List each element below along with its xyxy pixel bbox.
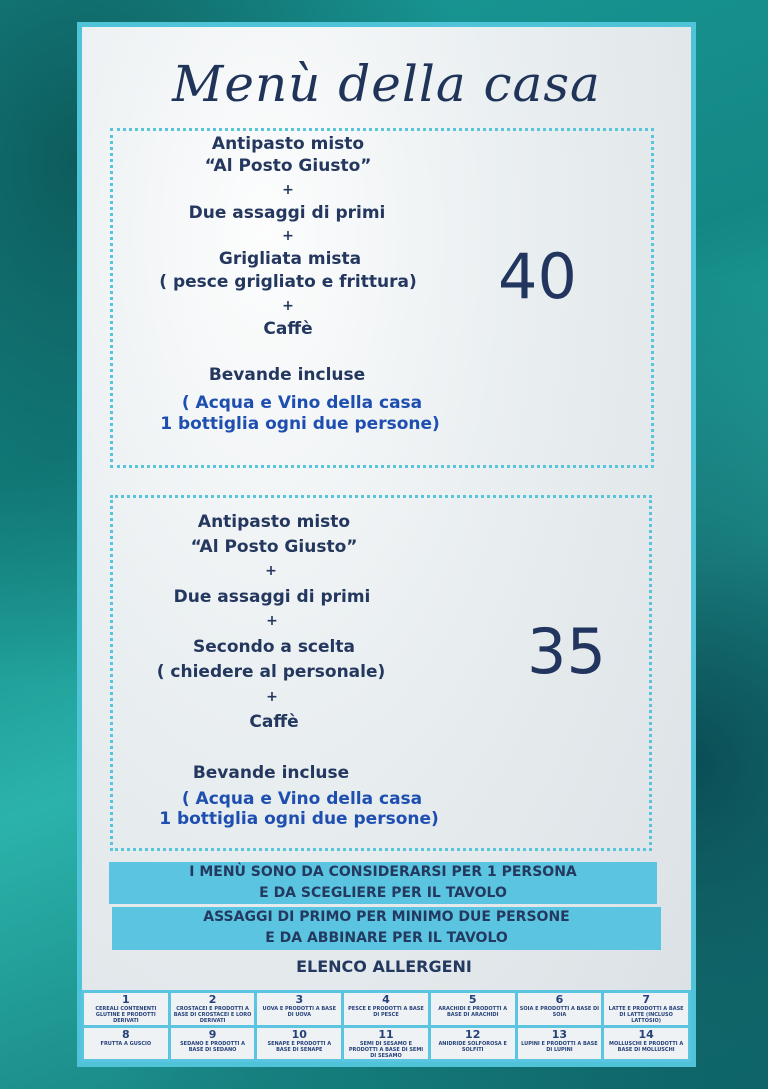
note-text: E DA SCEGLIERE PER IL TAVOLO [259, 885, 507, 901]
menu1-drinks: Bevande incluse [208, 365, 366, 385]
allergen-number: 9 [208, 1027, 217, 1041]
allergen-cell [257, 1028, 341, 1060]
allergen-number: 14 [638, 1027, 654, 1041]
allergen-number: 7 [642, 993, 650, 1006]
menu1-item: ( pesce grigliato e frittura) [159, 272, 417, 292]
allergen-label: CEREALI CONTENENTI GLUTINE E PRODOTTI DERIVATI [95, 1006, 157, 1024]
menu2-plus: + [266, 613, 278, 629]
allergen-cell [604, 1028, 688, 1060]
allergen-cell [344, 1028, 428, 1060]
allergen-cell [518, 1028, 602, 1060]
menu1-item: Grigliata mista [218, 249, 362, 269]
allergen-label: SENAPE E PRODOTTI A BASE DI SENAPE [267, 1040, 332, 1053]
allergen-number: 4 [382, 993, 390, 1006]
allergen-number: 12 [465, 1027, 481, 1041]
menu2-plus: + [265, 563, 277, 579]
allergen-cell [518, 993, 602, 1025]
allergen-label: ANIDRIDE SOLFOROSA E SOLFITI [438, 1040, 507, 1053]
allergen-number: 13 [551, 1027, 568, 1041]
note-text: ASSAGGI DI PRIMO PER MINIMO DUE PERSONE [203, 909, 570, 925]
allergen-label: SOIA E PRODOTTI A BASE DI SOIA [519, 1006, 600, 1018]
menu1-price: 40 [498, 240, 577, 313]
menu2-item: “Al Posto Giusto” [190, 537, 358, 557]
allergen-number: 11 [378, 1027, 394, 1041]
allergen-cell [344, 993, 428, 1025]
menu2-drinks-note: 1 bottiglia ogni due persone) [159, 809, 439, 829]
allergen-label: PESCE E PRODOTTI A BASE DI PESCE [348, 1006, 424, 1018]
allergen-label: MOLLUSCHI E PRODOTTI A BASE DI MOLLUSCHI [609, 1040, 684, 1053]
menu2-item: ( chiedere al personale) [156, 662, 386, 682]
allergen-label: FRUTTA A GUSCIO [100, 1040, 152, 1047]
menu1-plus: + [282, 182, 294, 198]
allergens-grid [81, 990, 691, 1062]
allergen-cell [171, 993, 255, 1025]
page-title: Menù della casa [172, 55, 601, 113]
menu1-plus: + [282, 228, 294, 244]
allergen-cell [257, 993, 341, 1025]
note-text: I MENÙ SONO DA CONSIDERARSI PER 1 PERSONA [189, 864, 577, 880]
menu2-drinks: Bevande incluse [192, 763, 350, 783]
allergen-number: 2 [208, 993, 217, 1006]
menu1-item: Caffè [263, 319, 313, 339]
menu2-drinks-note: ( Acqua e Vino della casa [181, 789, 423, 809]
allergen-cell [84, 1028, 168, 1060]
allergen-label: SEDANO E PRODOTTI A BASE DI SEDANO [180, 1040, 246, 1053]
menu2-plus: + [266, 689, 278, 705]
allergen-number: 6 [555, 993, 564, 1006]
allergen-label: ARACHIDI E PRODOTTI A BASE DI ARACHIDI [438, 1006, 508, 1018]
menu1-item: Due assaggi di primi [188, 203, 386, 223]
allergen-cell [171, 1028, 255, 1060]
allergen-number: 3 [295, 993, 304, 1006]
menu1-item: “Al Posto Giusto” [204, 156, 372, 176]
menu1-drinks-note: ( Acqua e Vino della casa [181, 393, 423, 413]
menu2-price: 35 [527, 615, 606, 688]
menu2-item: Caffè [249, 712, 299, 732]
allergen-label: SEMI DI SESAMO E PRODOTTI A BASE DI SEMI DI SESAMO [348, 1040, 424, 1059]
note-text: E DA ABBINARE PER IL TAVOLO [265, 930, 508, 946]
allergen-number: 5 [468, 993, 477, 1006]
note-banner-persons [109, 862, 657, 904]
allergen-cell [431, 1028, 515, 1060]
allergen-number: 1 [122, 993, 130, 1006]
menu2-item: Secondo a scelta [193, 637, 355, 657]
menu1-item: Antipasto misto [211, 134, 365, 154]
allergen-number: 10 [291, 1027, 307, 1041]
allergen-label: CROSTACEI E PRODOTTI A BASE DI CROSTACEI E LORO DERIVATI [173, 1006, 252, 1024]
menu1-drinks-note: 1 bottiglia ogni due persone) [160, 414, 440, 434]
menu1-plus: + [282, 298, 294, 314]
note-banner-tasting [112, 907, 661, 950]
allergen-cell [84, 993, 168, 1025]
menu2-item: Antipasto misto [197, 512, 351, 532]
allergen-cell [431, 993, 515, 1025]
allergen-label: LUPINI E PRODOTTI A BASE DI LUPINI [521, 1040, 598, 1053]
menu2-item: Due assaggi di primi [173, 587, 371, 607]
allergen-label: UOVA E PRODOTTI A BASE DI UOVA [262, 1006, 337, 1018]
allergens-title: ELENCO ALLERGENI [296, 957, 472, 976]
allergen-cell [604, 993, 688, 1025]
allergen-number: 8 [122, 1027, 130, 1041]
allergen-label: LATTE E PRODOTTI A BASE DI LATTE (INCLUSO LATTOSIO) [608, 1006, 684, 1024]
